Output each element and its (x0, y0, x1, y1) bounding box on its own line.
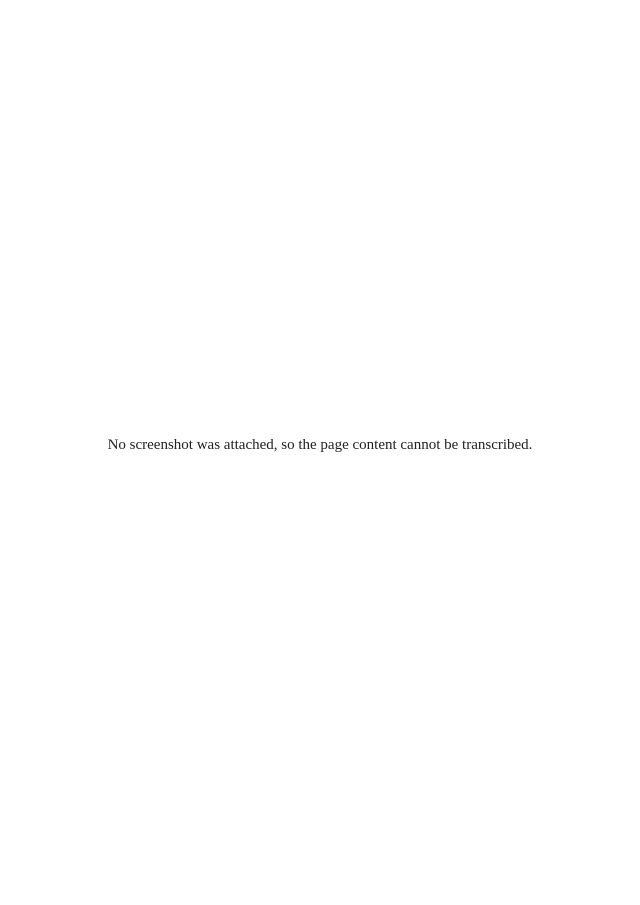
placeholder-text: No screenshot was attached, so the page content cannot be transcribed. (107, 437, 533, 453)
